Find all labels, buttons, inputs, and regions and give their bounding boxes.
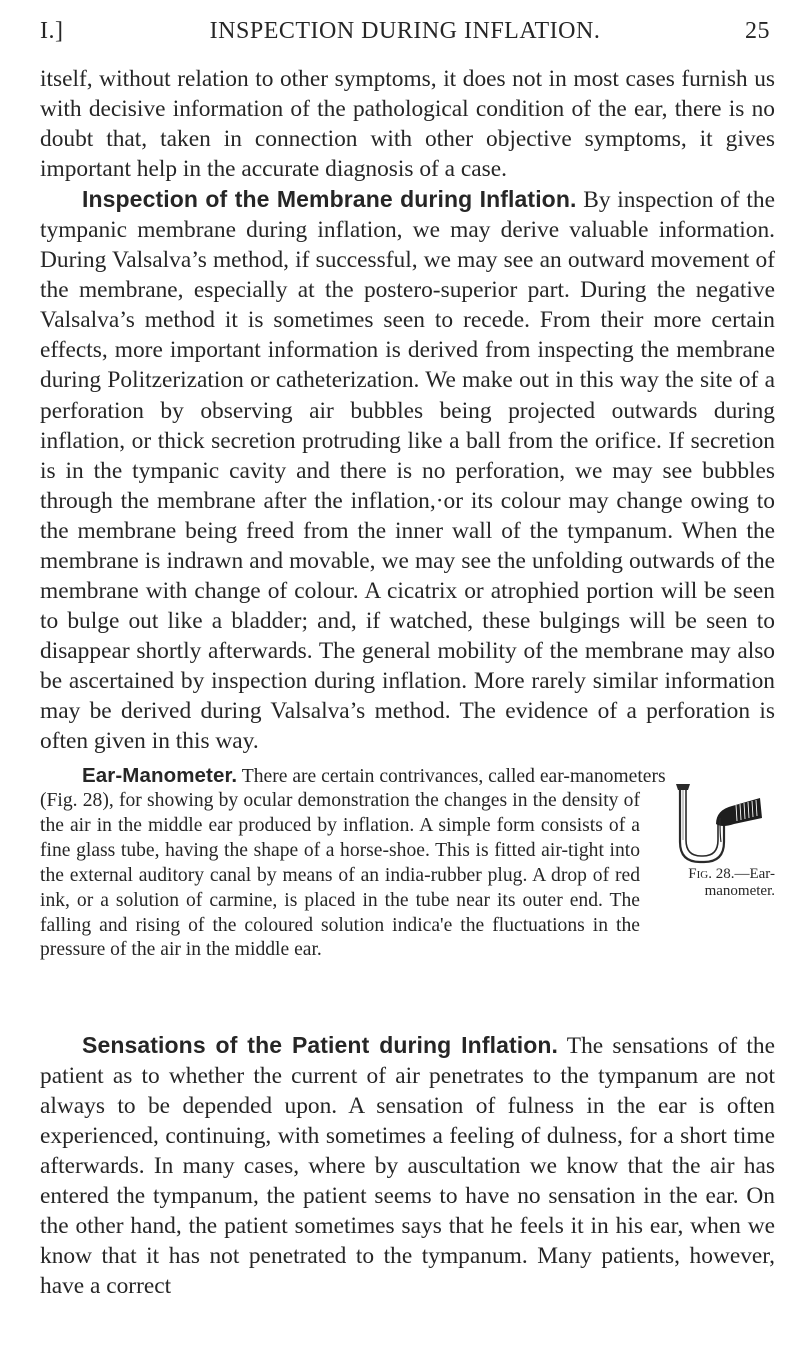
membrane-heading: Inspection of the Membrane during Inflation. [82, 186, 577, 213]
manometer-heading: Ear-Manometer. [82, 764, 238, 787]
running-head [40, 18, 770, 52]
ear-manometer-illustration [670, 784, 764, 864]
figure-28 [648, 784, 775, 899]
figure-label: Fig. 28. [688, 866, 735, 882]
membrane-body: By inspection of the tympanic membrane during inflation, we may derive valuable information. During Valsalva’s method, if successful, we may see an outward movement of the membrane, especially at the postero-superior part. During the negative Valsalva’s method it is sometimes seen to recede. From their more certain effects, more important information is derived from inspecting the membrane during Politzerization or catheterization. We make out in this way the site of a perforation by observing air bubbles being projected outwards during inflation, or thick secretion protruding like a ball from the orifice. If secretion is in the tympanic cavity and there is no perforation, we may see bubbles through the membrane after the inflation,·or its colour may change owing to the membrane being freed from the inner wall of the tympanum. When the membrane is indrawn and movable, we may see the unfolding outwards of the membrane with change of colour. A cicatrix or atrophied portion will be seen to bulge out like a bladder; and, if watched, these bulgings will be seen to disappear shortly afterwards. The general mobility of the membrane may also be ascertained by inspection during inflation. More rarely similar information may be derived during Valsalva’s method. The evidence of a perforation is often given in this way. [40, 187, 775, 755]
figure-caption-text-1: —Ear- [734, 866, 775, 882]
opening-paragraph: itself, without relation to other symptoms, it does not in most cases furnish us with decisive information of the pathological condition of the ear, there is no doubt that, taken in connection with other objective symptoms, it gives important help in the accurate diagnosis of a case. [40, 66, 775, 183]
sensations-body: The sensations of the patient as to whether the current of air penetrates to the tympanum are not always to be depended upon. A sensation of fulness in the ear is often experienced, continuing, with sometimes a feeling of dulness, for a short time afterwards. In many cases, where by auscultation we know that the air has entered the tympanum, the patient seems to have no sensation in the ear. On the other hand, the patient sometimes says that he feels it in his ear, when we know that it has not penetrated to the tympanum. Many patients, however, have a correct [40, 1033, 775, 1300]
main-text-upper [40, 64, 775, 756]
page-number: 25 [745, 18, 770, 44]
manometer-intro: There are certain contrivances, called ear-manometers [237, 766, 666, 787]
sensations-heading: Sensations of the Patient during Inflation. [82, 1032, 558, 1058]
running-title: INSPECTION DURING INFLATION. [209, 18, 601, 44]
chapter-marker: I.] [40, 18, 64, 44]
membrane-paragraph [40, 184, 775, 756]
manometer-section [40, 764, 775, 1020]
main-text-lower [40, 1030, 775, 1301]
figure-caption-line-1 [648, 866, 775, 883]
figure-caption-line-2: manometer. [704, 883, 775, 899]
manometer-body: (Fig. 28), for showing by ocular demonstration the changes in the density of the air in the middle ear produced by inflation. A simple form consists of a fine glass tube, having the shape of a horse-shoe. This is fitted air-tight into the external auditory canal by means of an india-rubber plug. A drop of red ink, or a solution of carmine, is placed in the tube near its outer end. The falling and rising of the coloured solution indica'e the fluctuations in the pressure of the air in the middle ear. [40, 790, 640, 961]
sensations-paragraph [40, 1030, 775, 1301]
figure-caption [648, 866, 775, 900]
